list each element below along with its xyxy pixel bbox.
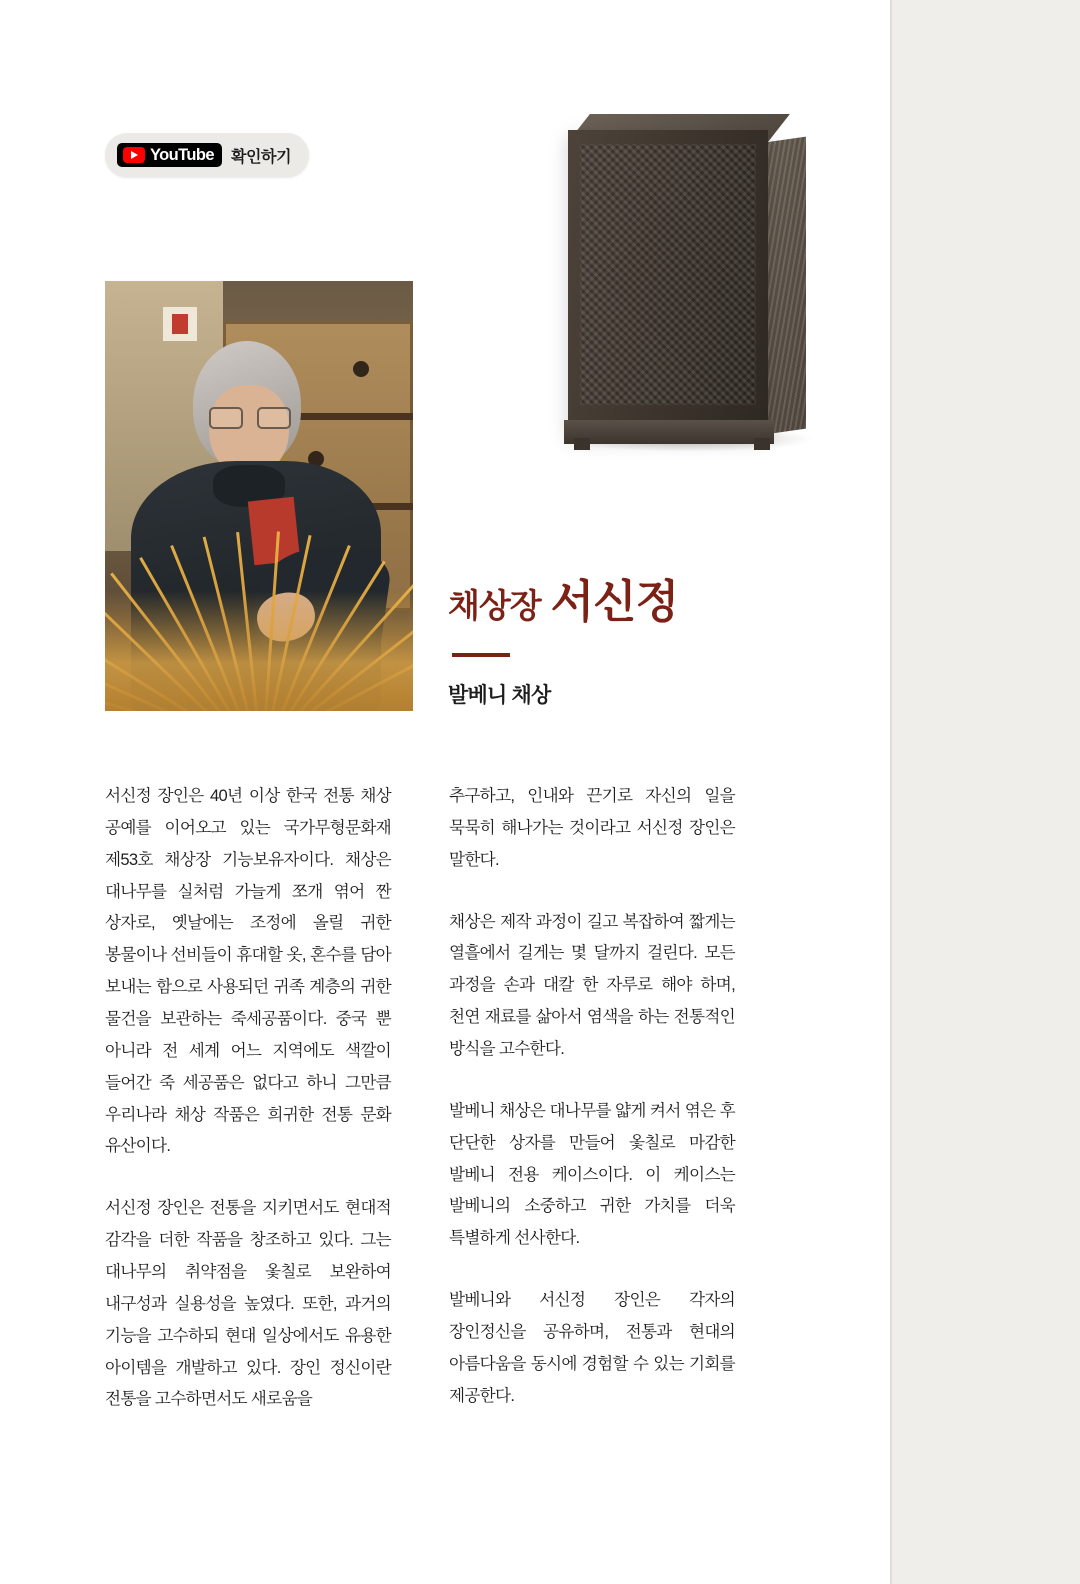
product-foot xyxy=(574,438,590,450)
youtube-wordmark: YouTube xyxy=(150,145,214,164)
page-gutter xyxy=(890,0,1080,1584)
title-block xyxy=(448,575,868,709)
youtube-logo xyxy=(117,143,222,168)
article-body xyxy=(105,780,735,1415)
title-artisan-name: 서신정 xyxy=(550,577,679,627)
page-fold-shadow xyxy=(890,0,893,1584)
paragraph: 발베니와 서신정 장인은 각자의 장인정신을 공유하며, 전통과 현대의 아름다움을 동시에 경험할 수 있는 기회를 제공한다. xyxy=(449,1290,735,1405)
paragraph: 서신정 장인은 40년 이상 한국 전통 채상 공예를 이어오고 있는 국가무형문화재 제53호 채상장 기능보유자이다. 채상은 대나무를 실처럼 가늘게 쪼개 엮어 짠 상자로, 옛날에는 조정에 올릴 귀한 봉물이나 선비들이 휴대할 옷, 혼수를 담아 보내는 함으로 사용되던 귀족 계층의 귀한 물건을 보관하는 죽세공품이다. 중국 뿐 아니라 전 세계 어느 지역에도 색깔이 들어간 죽 세공품은 없다고 하니 그만큼 우리나라 채상 작품은 희귀한 전통 문화 유산이다. xyxy=(105,786,391,1156)
glasses-icon xyxy=(209,407,291,427)
product-photo xyxy=(540,120,840,460)
cabinet-knob xyxy=(353,361,369,377)
title-craft-label: 채상장 xyxy=(448,589,541,625)
product-front-face xyxy=(568,130,768,435)
paragraph: 추구하고, 인내와 끈기로 자신의 일을 묵묵히 해나가는 것이라고 서신정 장인은 말한다. xyxy=(449,786,735,869)
page-title xyxy=(448,575,868,629)
title-subtitle: 발베니 채상 xyxy=(448,684,551,707)
youtube-cta-label: 확인하기 xyxy=(230,148,292,166)
product-side-weave-texture xyxy=(768,137,806,434)
play-icon xyxy=(123,147,145,163)
body-right-column xyxy=(449,780,735,1415)
product-weave-texture xyxy=(580,144,756,405)
body-left-column xyxy=(105,780,391,1415)
youtube-link-badge[interactable] xyxy=(105,133,309,177)
photo-wall-poster xyxy=(163,307,197,341)
product-side-face xyxy=(768,137,806,434)
product-foot xyxy=(754,438,770,450)
title-divider xyxy=(452,653,510,657)
product-base xyxy=(564,420,774,444)
paragraph: 채상은 제작 과정이 길고 복잡하여 짧게는 열흘에서 길게는 몇 달까지 걸린다. 모든 과정을 손과 대칼 한 자루로 해야 하며, 천연 재료를 삶아서 염색을 하는 전통적인 방식을 고수한다. xyxy=(449,911,735,1059)
paragraph: 발베니 채상은 대나무를 얇게 켜서 엮은 후 단단한 상자를 만들어 옻칠로 마감한 발베니 전용 케이스이다. 이 케이스는 발베니의 소중하고 귀한 가치를 더욱 특별하게 선사한다. xyxy=(449,1100,735,1248)
photo-bamboo-mass xyxy=(105,591,413,711)
artisan-photo xyxy=(105,281,413,711)
paragraph: 서신정 장인은 전통을 지키면서도 현대적 감각을 더한 작품을 창조하고 있다. 그는 대나무의 취약점을 옻칠로 보완하여 내구성과 실용성을 높였다. 또한, 과거의 기능을 고수하되 현대 일상에서도 유용한 아이템을 개발하고 있다. 장인 정신이란 전통을 고수하면서도 새로움을 xyxy=(105,1198,391,1409)
